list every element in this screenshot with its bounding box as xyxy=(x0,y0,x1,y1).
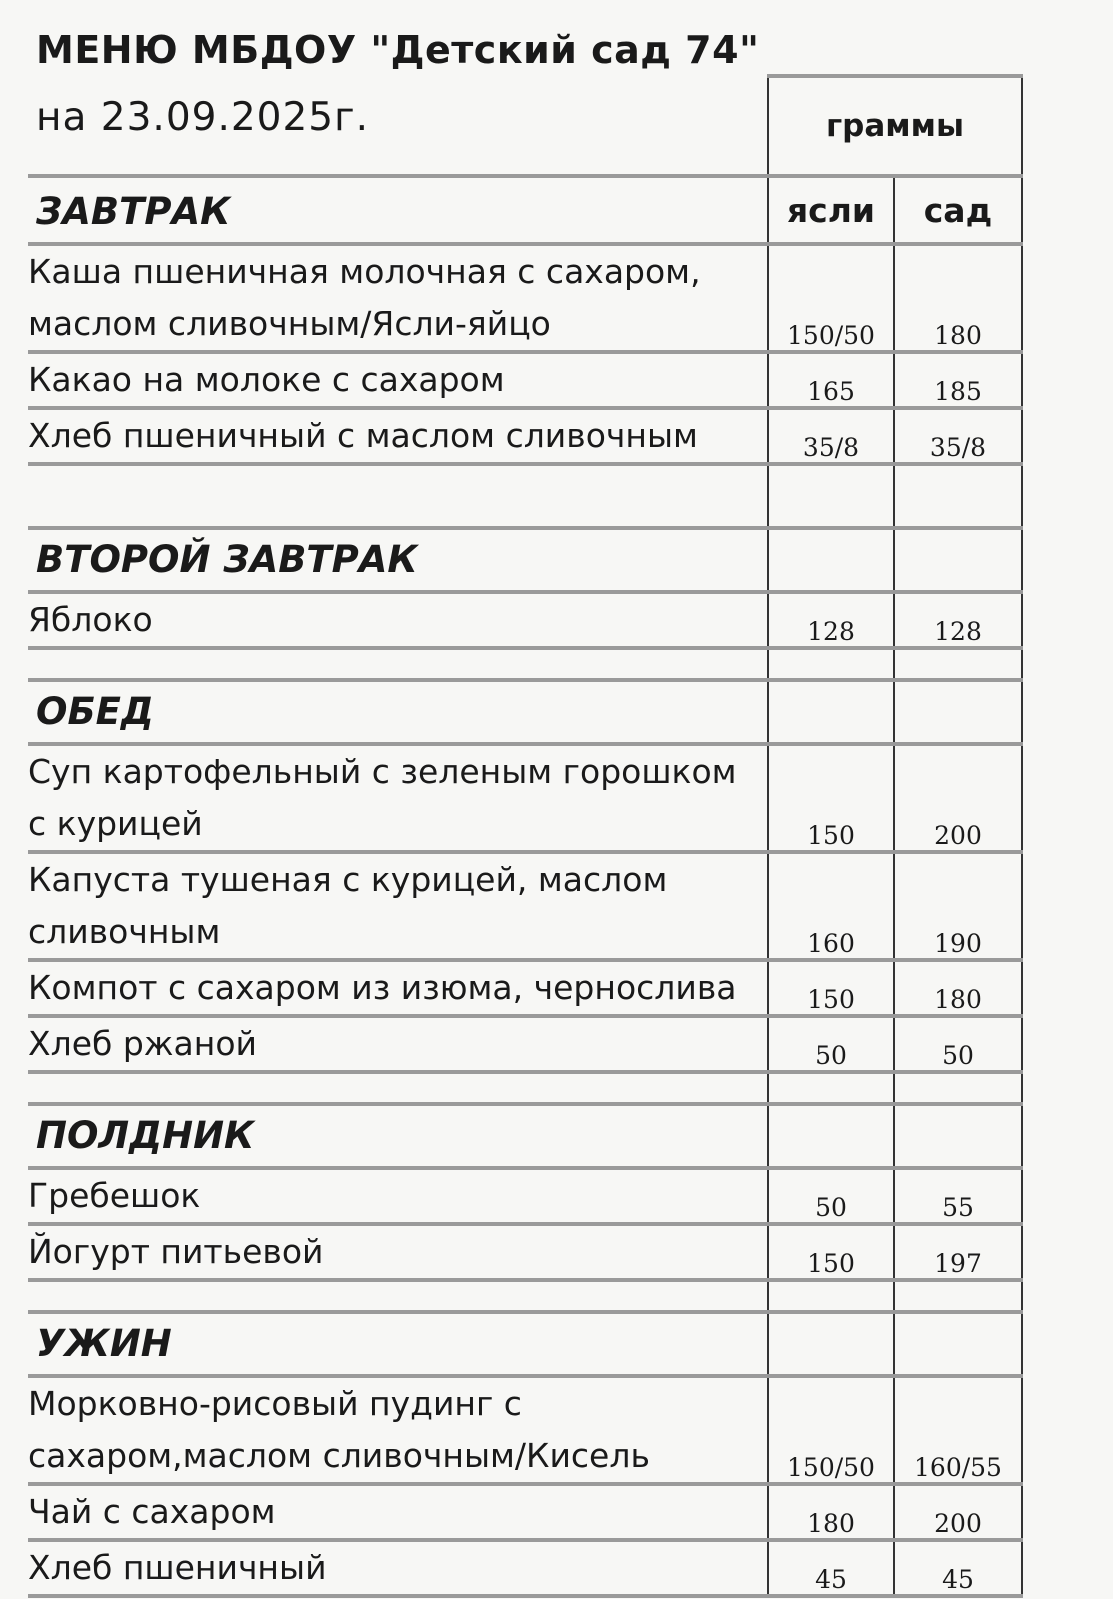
menu-row xyxy=(28,1540,1022,1596)
garden-grams: 45 xyxy=(894,1540,1022,1596)
section-title-snack: ПОЛДНИК xyxy=(36,1114,255,1157)
nursery-grams: 128 xyxy=(768,592,894,648)
menu-row xyxy=(28,960,1022,1016)
menu-table xyxy=(28,74,1023,1598)
garden-grams: 180 xyxy=(894,960,1022,1016)
dish-name: Чай с сахаром xyxy=(28,1484,768,1540)
nursery-grams: 50 xyxy=(768,1016,894,1072)
second-breakfast-header-row xyxy=(28,528,1022,592)
garden-grams: 200 xyxy=(894,744,1022,852)
nursery-grams: 150 xyxy=(768,960,894,1016)
nursery-grams: 35/8 xyxy=(768,408,894,464)
menu-row xyxy=(28,244,1022,352)
column-header-garden: сад xyxy=(894,176,1022,244)
dish-name: Компот с сахаром из изюма, чернослива xyxy=(28,960,768,1016)
nursery-grams: 50 xyxy=(768,1168,894,1224)
menu-row xyxy=(28,592,1022,648)
menu-title: МЕНЮ МБДОУ "Детский сад 74" xyxy=(36,28,760,72)
section-title-second-breakfast: ВТОРОЙ ЗАВТРАК xyxy=(36,538,418,581)
dish-name: Хлеб ржаной xyxy=(28,1016,768,1072)
menu-row xyxy=(28,1224,1022,1280)
garden-grams: 160/55 xyxy=(894,1376,1022,1484)
spacer-row xyxy=(28,1280,1022,1312)
garden-grams: 128 xyxy=(894,592,1022,648)
nursery-grams: 45 xyxy=(768,1540,894,1596)
nursery-grams: 150 xyxy=(768,744,894,852)
dish-name: Хлеб пшеничный xyxy=(28,1540,768,1596)
dinner-header-row xyxy=(28,1312,1022,1376)
garden-grams: 35/8 xyxy=(894,408,1022,464)
snack-header-row xyxy=(28,1104,1022,1168)
dish-name-line: с курицей xyxy=(28,804,203,843)
nursery-grams: 180 xyxy=(768,1484,894,1540)
grams-label: граммы xyxy=(768,76,1022,176)
garden-grams: 55 xyxy=(894,1168,1022,1224)
menu-row xyxy=(28,852,1022,960)
spacer-row xyxy=(28,648,1022,680)
menu-row xyxy=(28,408,1022,464)
spacer-row xyxy=(28,1072,1022,1104)
section-title-lunch: ОБЕД xyxy=(36,690,154,733)
dish-name: Гребешок xyxy=(28,1168,768,1224)
dish-name: Хлеб пшеничный с маслом сливочным xyxy=(28,408,768,464)
grams-header-row xyxy=(28,76,1022,176)
dish-name-line: Капуста тушеная с курицей, маслом xyxy=(28,860,668,899)
dish-name: Какао на молоке с сахаром xyxy=(28,352,768,408)
garden-grams: 200 xyxy=(894,1484,1022,1540)
spacer-row xyxy=(28,464,1022,528)
menu-row xyxy=(28,1376,1022,1484)
dish-name-line: Суп картофельный с зеленым горошком xyxy=(28,752,737,791)
lunch-header-row xyxy=(28,680,1022,744)
column-header-nursery: ясли xyxy=(768,176,894,244)
garden-grams: 185 xyxy=(894,352,1022,408)
dish-name: Йогурт питьевой xyxy=(28,1224,768,1280)
menu-row xyxy=(28,352,1022,408)
menu-date: на 23.09.2025г. xyxy=(36,95,369,140)
menu-row xyxy=(28,744,1022,852)
nursery-grams: 160 xyxy=(768,852,894,960)
dish-name-line: Каша пшеничная молочная с сахаром, xyxy=(28,252,701,291)
menu-row xyxy=(28,1168,1022,1224)
dish-name-line: сахаром,маслом сливочным/Кисель xyxy=(28,1436,650,1475)
menu-row xyxy=(28,1016,1022,1072)
section-title-breakfast: ЗАВТРАК xyxy=(36,190,231,233)
menu-row xyxy=(28,1484,1022,1540)
garden-grams: 180 xyxy=(894,244,1022,352)
breakfast-header-row xyxy=(28,176,1022,244)
garden-grams: 190 xyxy=(894,852,1022,960)
dish-name-line: сливочным xyxy=(28,912,221,951)
nursery-grams: 150/50 xyxy=(768,244,894,352)
garden-grams: 197 xyxy=(894,1224,1022,1280)
dish-name: Яблоко xyxy=(28,592,768,648)
garden-grams: 50 xyxy=(894,1016,1022,1072)
dish-name-line: Морковно-рисовый пудинг с xyxy=(28,1384,522,1423)
nursery-grams: 165 xyxy=(768,352,894,408)
section-title-dinner: УЖИН xyxy=(36,1322,172,1365)
nursery-grams: 150/50 xyxy=(768,1376,894,1484)
dish-name-line: маслом сливочным/Ясли-яйцо xyxy=(28,304,551,343)
nursery-grams: 150 xyxy=(768,1224,894,1280)
